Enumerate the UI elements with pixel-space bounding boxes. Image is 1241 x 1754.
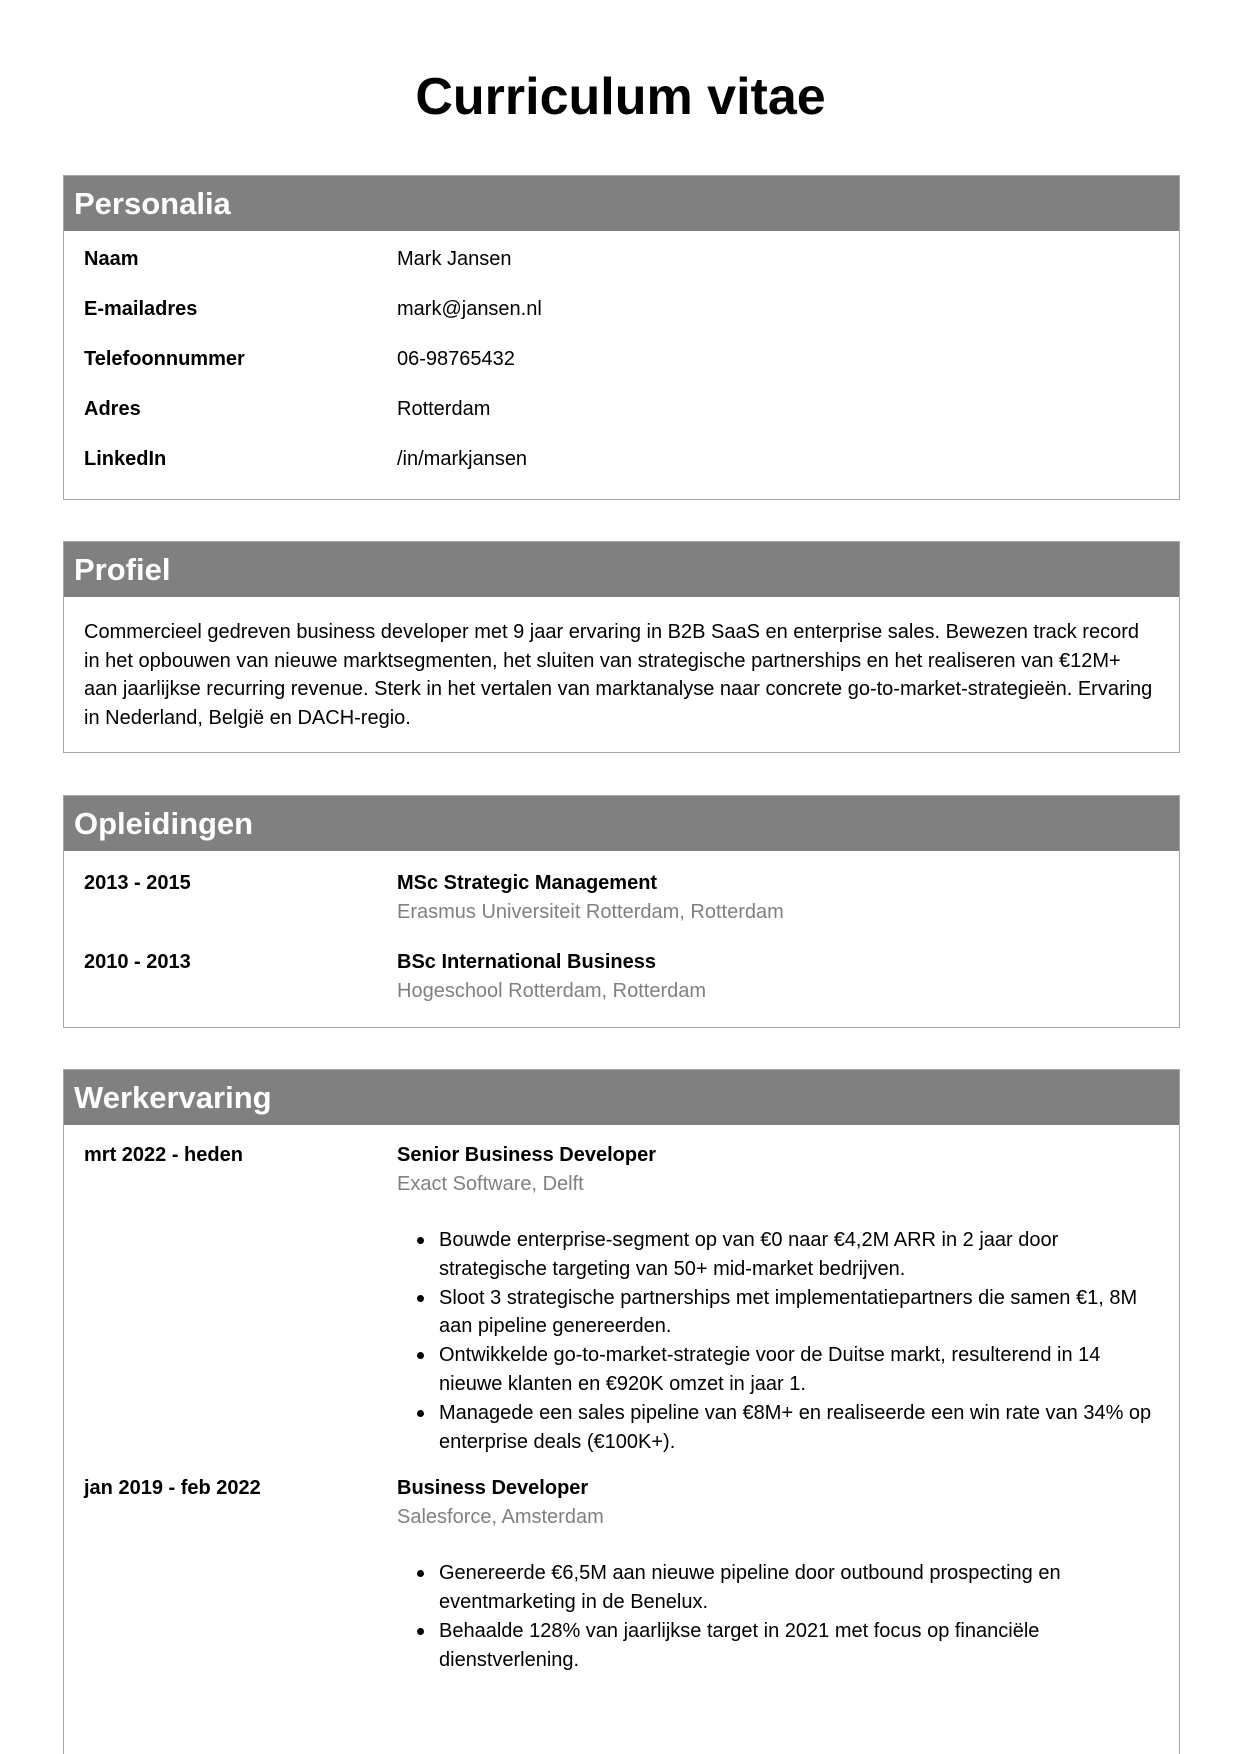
phone-label: Telefoonnummer bbox=[84, 348, 245, 370]
address-value: Rotterdam bbox=[397, 398, 491, 420]
address-label: Adres bbox=[84, 398, 141, 420]
achievement-list bbox=[397, 1226, 1159, 1456]
education-body bbox=[397, 948, 1179, 1005]
achievement-item: Ontwikkelde go-to-market-strategie voor de Duitse markt, resulterend in 14 nieuwe klanten en €920K omzet in jaar 1. bbox=[439, 1341, 1159, 1399]
job-title: Senior Business Developer bbox=[397, 1144, 656, 1166]
personalia-section bbox=[63, 175, 1180, 500]
linkedin-label: LinkedIn bbox=[84, 448, 167, 470]
experience-list bbox=[64, 1125, 1179, 1675]
page-title: Curriculum vitae bbox=[415, 68, 826, 126]
email-value: mark@jansen.nl bbox=[397, 298, 542, 320]
education-institution: Hogeschool Rotterdam, Rotterdam bbox=[397, 979, 707, 1002]
opleidingen-section bbox=[63, 795, 1180, 1028]
email-label: E-mailadres bbox=[84, 298, 198, 320]
profiel-section bbox=[63, 541, 1180, 753]
achievement-item: Sloot 3 strategische partnerships met implementatiepartners die samen €1, 8M aan pipeline genereerden. bbox=[439, 1284, 1159, 1342]
name-value: Mark Jansen bbox=[397, 248, 512, 270]
company-name: Exact Software, Delft bbox=[397, 1172, 584, 1195]
personalia-row-phone bbox=[64, 336, 1179, 386]
education-item bbox=[64, 869, 1179, 948]
achievement-item: Bouwde enterprise-segment op van €0 naar €4,2M ARR in 2 jaar door strategische targeting van 50+ mid-market bedrijven. bbox=[439, 1226, 1159, 1284]
personalia-row-name bbox=[64, 236, 1179, 286]
profile-summary: Commercieel gedreven business developer met 9 jaar ervaring in B2B SaaS en enterprise sales. Bewezen track record in het opbouwen van nieuwe marktsegmenten, het sluiten van strategische partnerships en het realiseren van €12M+ aan jaarlijkse recurring revenue. Sterk in het vertalen van marktanalyse naar concrete go-to-market-strategieën. Ervaring in Nederland, België en DACH-regio. bbox=[84, 621, 1153, 729]
experience-period: mrt 2022 - heden bbox=[84, 1144, 243, 1166]
personalia-row-address bbox=[64, 386, 1179, 436]
linkedin-value: /in/markjansen bbox=[397, 448, 528, 470]
personalia-row-email bbox=[64, 286, 1179, 336]
achievement-item: Behaalde 128% van jaarlijkse target in 2021 met focus op financiële dienstverlening. bbox=[439, 1617, 1159, 1675]
experience-item bbox=[64, 1141, 1179, 1456]
werkervaring-section bbox=[63, 1069, 1180, 1754]
experience-body bbox=[397, 1474, 1179, 1674]
education-institution: Erasmus Universiteit Rotterdam, Rotterdam bbox=[397, 900, 784, 923]
opleidingen-header: Opleidingen bbox=[64, 796, 1179, 851]
education-period: 2010 - 2013 bbox=[84, 951, 191, 973]
company-name: Salesforce, Amsterdam bbox=[397, 1505, 604, 1528]
personalia-header: Personalia bbox=[64, 176, 1179, 231]
personalia-row-linkedin bbox=[64, 436, 1179, 486]
werkervaring-header: Werkervaring bbox=[64, 1070, 1179, 1125]
profiel-header: Profiel bbox=[64, 542, 1179, 597]
name-label: Naam bbox=[84, 248, 139, 270]
experience-item bbox=[64, 1474, 1179, 1674]
phone-value: 06-98765432 bbox=[397, 348, 515, 370]
education-list bbox=[64, 851, 1179, 1005]
achievement-item: Genereerde €6,5M aan nieuwe pipeline door outbound prospecting en eventmarketing in de Benelux. bbox=[439, 1559, 1159, 1617]
education-item bbox=[64, 948, 1179, 1005]
achievement-list bbox=[397, 1559, 1159, 1674]
achievement-item: Managede een sales pipeline van €8M+ en realiseerde een win rate van 34% op enterprise deals (€100K+). bbox=[439, 1399, 1159, 1457]
education-title: MSc Strategic Management bbox=[397, 872, 658, 894]
education-body bbox=[397, 869, 1179, 926]
education-title: BSc International Business bbox=[397, 951, 656, 973]
personalia-list bbox=[64, 231, 1179, 486]
job-title: Business Developer bbox=[397, 1477, 589, 1500]
experience-period: jan 2019 - feb 2022 bbox=[84, 1477, 261, 1500]
experience-body bbox=[397, 1141, 1179, 1456]
education-period: 2013 - 2015 bbox=[84, 872, 191, 894]
